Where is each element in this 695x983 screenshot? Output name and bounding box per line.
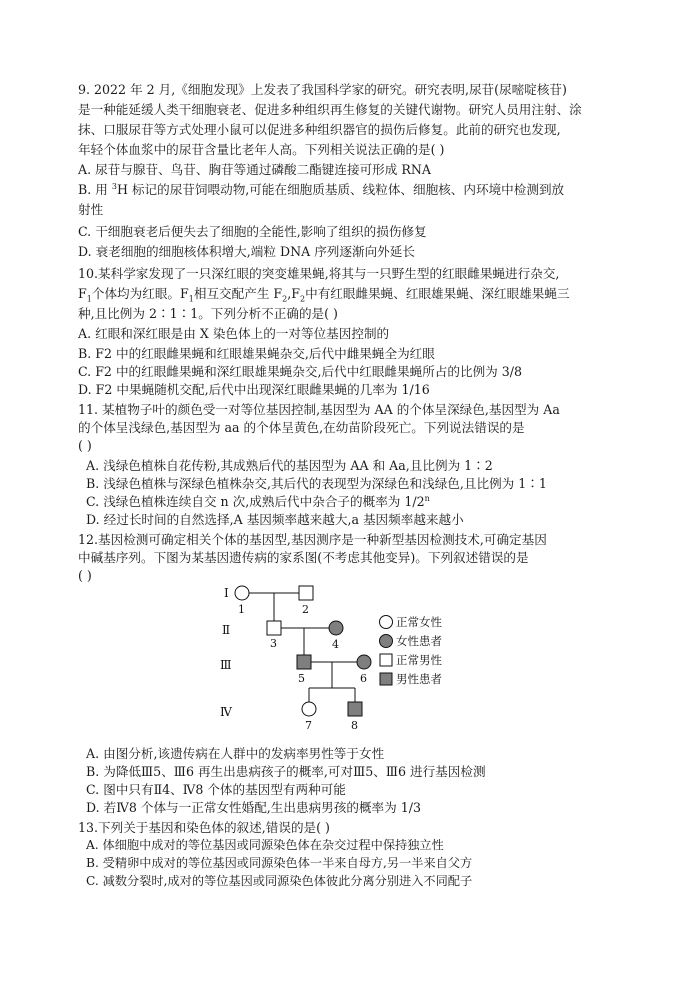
q9-option-b-line-1: B. 用 $^3$H 标记的尿苷饲喂动物,可能在细胞质基质、线粒体、细胞核、内环境中检测到放 xyxy=(78,181,565,197)
q13-stem: 13.下列关于基因和染色体的叙述,错误的是( ) xyxy=(78,820,330,835)
q12-option-a: A. 由图分析,该遗传病在人群中的发病率男性等于女性 xyxy=(86,746,385,761)
generation-label-4: Ⅳ xyxy=(220,705,232,719)
q9-option-d: D. 衰老细胞的细胞核体积增大,端粒 DNA 序列逐渐向外延长 xyxy=(78,244,415,259)
q12-stem-line-1: 12.基因检测可确定相关个体的基因型,基因测序是一种新型基因检测技术,可确定基因 xyxy=(78,532,547,547)
generation-label-1: Ⅰ xyxy=(224,586,229,600)
q11-stem-line-3: ( ) xyxy=(78,438,92,453)
id-label-6: 6 xyxy=(360,672,367,685)
q9-stem-line-2: 是一种能延缓人类干细胞衰老、促进多种组织再生修复的关键代谢物。研究人员用注射、涂 xyxy=(78,102,582,117)
generation-label-2: Ⅱ xyxy=(222,623,231,637)
q11-option-a: A. 浅绿色植株自花传粉,其成熟后代的基因型为 AA 和 Aa,且比例为 1∶2 xyxy=(86,458,493,473)
q12-stem-line-2: 中碱基序列。下图为某基因遗传病的家系图(不考虑其他变异)。下列叙述错误的是 xyxy=(78,550,529,565)
q10-option-a: A. 红眼和深红眼是由 X 染色体上的一对等位基因控制的 xyxy=(78,326,390,341)
individual-iii5-affected-male xyxy=(297,655,311,669)
q13-option-c: C. 减数分裂时,成对的等位基因或同源染色体彼此分离分别进入不同配子 xyxy=(86,874,473,888)
legend-affected-female-symbol xyxy=(380,635,393,648)
individual-i2-normal-male xyxy=(299,586,313,600)
q10-option-b: B. F2 中的红眼雌果蝇和红眼雄果蝇杂交,后代中雌果蝇全为红眼 xyxy=(78,346,435,361)
q11-option-b: B. 浅绿色植株与深绿色植株杂交,其后代的表现型为深绿色和浅绿色,且比例为 1∶1 xyxy=(86,476,547,491)
q13-option-a: A. 体细胞中成对的等位基因或同源染色体在杂交过程中保持独立性 xyxy=(86,838,444,852)
q10-stem-line-2: $F_1$个体均为红眼。$F_1$相互交配产生 $F_2,F_2$中有红眼雌果蝇、红眼雄果蝇、深红眼雄果蝇三 xyxy=(78,286,570,303)
individual-i1-normal-female xyxy=(235,586,249,600)
legend-normal-male-label: 正常男性 xyxy=(396,653,442,667)
individual-iv8-affected-male xyxy=(348,702,362,716)
legend-affected-male-label: 男性患者 xyxy=(396,672,442,686)
q11-option-c: C. 浅绿色植株连续自交 n 次,成熟后代中杂合子的概率为 1/2$^n$ xyxy=(86,493,430,509)
legend-normal-male-symbol xyxy=(380,654,392,666)
q12-option-b: B. 为降低Ⅲ5、Ⅲ6 再生出患病孩子的概率,可对Ⅲ5、Ⅲ6 进行基因检测 xyxy=(86,764,486,779)
q11-option-d: D. 经过长时间的自然选择,A 基因频率越来越大,a 基因频率越来越小 xyxy=(86,512,464,527)
individual-ii4-affected-female xyxy=(329,621,343,635)
id-label-1: 1 xyxy=(238,603,245,616)
q12-option-c: C. 图中只有Ⅱ4、Ⅳ8 个体的基因型有两种可能 xyxy=(86,782,346,797)
q9-option-a: A. 尿苷与腺苷、鸟苷、胸苷等通过磷酸二酯键连接可形成 RNA xyxy=(78,162,431,177)
q10-option-c: C. F2 中的红眼雌果蝇和深红眼雄果蝇杂交,后代中红眼雌果蝇所占的比例为 3/8 xyxy=(78,364,523,379)
pedigree-legend xyxy=(380,615,443,686)
q9-stem-line-3: 抹、口服尿苷等方式处理小鼠可以促进多种组织器官的损伤后修复。此前的研究也发现, xyxy=(78,122,561,137)
q9-option-b-line-2: 射性 xyxy=(78,202,104,217)
q10-stem-line-3: 种,且比例为 2∶1∶1。下列分析不正确的是( ) xyxy=(78,306,338,321)
individual-iv7-normal-female xyxy=(302,702,316,716)
individual-ii3-normal-male xyxy=(267,621,281,635)
id-label-2: 2 xyxy=(302,603,309,616)
legend-affected-male-symbol xyxy=(380,673,392,685)
legend-normal-female-symbol xyxy=(380,616,393,629)
individual-iii6-affected-female xyxy=(357,655,371,669)
q13-option-b: B. 受精卵中成对的等位基因或同源染色体一半来自母方,另一半来自父方 xyxy=(86,856,473,870)
id-label-8: 8 xyxy=(351,719,358,732)
id-label-7: 7 xyxy=(305,719,312,732)
q11-stem-line-2: 的个体呈浅绿色,基因型为 aa 的个体呈黄色,在幼苗阶段死亡。下列说法错误的是 xyxy=(78,420,525,435)
q9-stem-line-1: 9. 2022 年 2 月,《细胞发现》上发表了我国科学家的研究。研究表明,尿苷(尿嘧啶核苷) xyxy=(78,82,567,97)
q11-stem-line-1: 11. 某植物子叶的颜色受一对等位基因控制,基因型为 AA 的个体呈深绿色,基因型为 Aa xyxy=(78,402,560,417)
pedigree-chart xyxy=(210,578,460,738)
pedigree-svg xyxy=(210,578,460,738)
q9-stem-line-4: 年轻个体血浆中的尿苷含量比老年人高。下列相关说法正确的是( ) xyxy=(78,142,445,157)
q9-option-c: C. 干细胞衰老后便失去了细胞的全能性,影响了组织的损伤修复 xyxy=(78,224,427,239)
q10-option-d: D. F2 中果蝇随机交配,后代中出现深红眼雌果蝇的几率为 1/16 xyxy=(78,382,430,397)
id-label-4: 4 xyxy=(332,638,339,651)
id-label-3: 3 xyxy=(270,637,277,650)
q12-option-d: D. 若Ⅳ8 个体与一正常女性婚配,生出患病男孩的概率为 1/3 xyxy=(86,800,421,815)
legend-normal-female-label: 正常女性 xyxy=(396,615,442,629)
legend-affected-female-label: 女性患者 xyxy=(396,634,442,648)
q10-stem-line-1: 10.某科学家发现了一只深红眼的突变雄果蝇,将其与一只野生型的红眼雌果蝇进行杂交, xyxy=(78,266,560,281)
id-label-5: 5 xyxy=(298,672,305,685)
generation-label-3: Ⅲ xyxy=(220,658,232,672)
q12-stem-line-3: ( ) xyxy=(78,568,92,583)
